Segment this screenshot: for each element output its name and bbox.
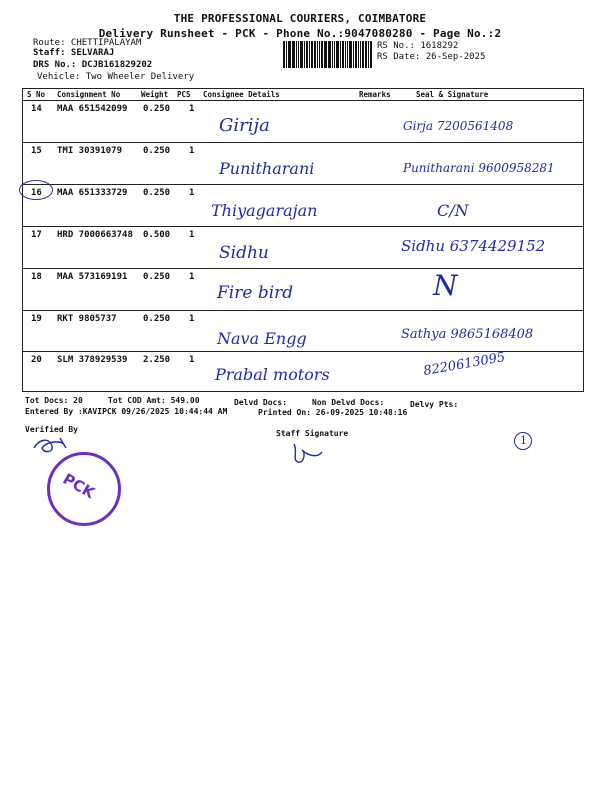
row-divider bbox=[23, 184, 583, 185]
row-consignee: Nava Engg bbox=[217, 329, 307, 348]
col-remarks: Remarks bbox=[359, 90, 391, 99]
row-consignee: Fire bird bbox=[217, 283, 294, 303]
row-weight: 0.500 bbox=[143, 230, 171, 240]
barcode bbox=[283, 41, 373, 68]
col-weight: Weight bbox=[141, 90, 169, 99]
col-sno: S No bbox=[27, 90, 46, 99]
printed-on: Printed On: 26-09-2025 10:48:16 bbox=[258, 408, 408, 417]
row-pcs: 1 bbox=[189, 355, 195, 365]
col-consignment: Consignment No bbox=[57, 90, 121, 99]
row-sno: 19 bbox=[31, 314, 42, 324]
header-divider bbox=[23, 100, 583, 101]
row-weight: 0.250 bbox=[143, 104, 171, 114]
row-consignment: MAA 573169191 bbox=[57, 272, 128, 282]
row-weight: 0.250 bbox=[143, 146, 171, 156]
row-signature: N bbox=[433, 269, 458, 302]
total-docs: Tot Docs: 20 bbox=[25, 396, 83, 405]
row-signature: 8220613095 bbox=[422, 349, 507, 380]
staff-label: Staff: SELVARAJ bbox=[33, 48, 115, 58]
row-sno: 14 bbox=[31, 104, 42, 114]
row-weight: 0.250 bbox=[143, 314, 171, 324]
delivery-points: Delvy Pts: bbox=[410, 400, 459, 409]
route-label: Route: CHETTIPALAYAM bbox=[33, 38, 142, 48]
row-pcs: 1 bbox=[189, 104, 195, 114]
row-pcs: 1 bbox=[189, 230, 195, 240]
row-pcs: 1 bbox=[189, 188, 195, 198]
staff-initials bbox=[288, 440, 328, 466]
stamp-text: PCK bbox=[59, 469, 98, 503]
row-sno: 20 bbox=[31, 355, 42, 365]
row-sno: 18 bbox=[31, 272, 42, 282]
verified-by-label: Verified By bbox=[25, 425, 78, 434]
runsheet-table bbox=[22, 88, 584, 392]
runsheet-subtitle: Delivery Runsheet - PCK - Phone No.:9047080280 - Page No.:2 bbox=[98, 27, 502, 40]
drs-number: DRS No.: DCJB161829202 bbox=[33, 60, 153, 70]
company-title: THE PROFESSIONAL COURIERS, COIMBATORE bbox=[173, 12, 427, 25]
staff-signature-label: Staff Signature bbox=[276, 429, 349, 438]
row-divider bbox=[23, 268, 583, 269]
row-signature: Sidhu 6374429152 bbox=[401, 237, 546, 255]
row-consignment: MAA 651542099 bbox=[57, 104, 128, 114]
row-divider bbox=[23, 226, 583, 227]
row-signature: C/N bbox=[437, 201, 469, 220]
row-consignment: RKT 9805737 bbox=[57, 314, 117, 324]
rs-date: RS Date: 26-Sep-2025 bbox=[377, 52, 486, 62]
row-weight: 0.250 bbox=[143, 272, 171, 282]
row-sno: 15 bbox=[31, 146, 42, 156]
non-delivered-docs: Non Delvd Docs: bbox=[312, 398, 385, 407]
page-mark: 1 bbox=[520, 434, 527, 447]
row-consignee: Sidhu bbox=[219, 243, 269, 263]
total-cod-amount: Tot COD Amt: 549.00 bbox=[108, 396, 200, 405]
col-pcs: PCS bbox=[177, 90, 191, 99]
row-divider bbox=[23, 142, 583, 143]
row-consignee: Punitharani bbox=[219, 159, 315, 178]
row-signature: Punitharani 9600958281 bbox=[403, 161, 555, 175]
row-consignment: HRD 7000663748 bbox=[57, 230, 133, 240]
row-consignee: Girija bbox=[219, 115, 270, 136]
row-weight: 2.250 bbox=[143, 355, 171, 365]
row-signature: Sathya 9865168408 bbox=[401, 327, 534, 342]
row-divider bbox=[23, 310, 583, 311]
row-sno: 16 bbox=[31, 188, 42, 198]
row-consignment: SLM 378929539 bbox=[57, 355, 128, 365]
row-sno: 17 bbox=[31, 230, 42, 240]
rs-number: RS No.: 1618292 bbox=[377, 41, 459, 51]
row-signature: Girja 7200561408 bbox=[403, 119, 514, 133]
row-consignee: Prabal motors bbox=[215, 365, 330, 384]
row-consignment: MAA 651333729 bbox=[57, 188, 128, 198]
vehicle-label: Vehicle: Two Wheeler Delivery bbox=[37, 72, 195, 82]
delivered-docs: Delvd Docs: bbox=[234, 398, 287, 407]
pck-stamp bbox=[47, 452, 121, 526]
row-consignment: TMI 30391079 bbox=[57, 146, 123, 156]
col-consignee: Consignee Details bbox=[203, 90, 280, 99]
col-seal-signature: Seal & Signature bbox=[416, 90, 489, 99]
entered-by: Entered By :KAVIPCK 09/26/2025 10:44:44 AM bbox=[25, 407, 228, 416]
row-pcs: 1 bbox=[189, 272, 195, 282]
row-pcs: 1 bbox=[189, 146, 195, 156]
row-weight: 0.250 bbox=[143, 188, 171, 198]
row-pcs: 1 bbox=[189, 314, 195, 324]
row-consignee: Thiyagarajan bbox=[211, 201, 318, 220]
